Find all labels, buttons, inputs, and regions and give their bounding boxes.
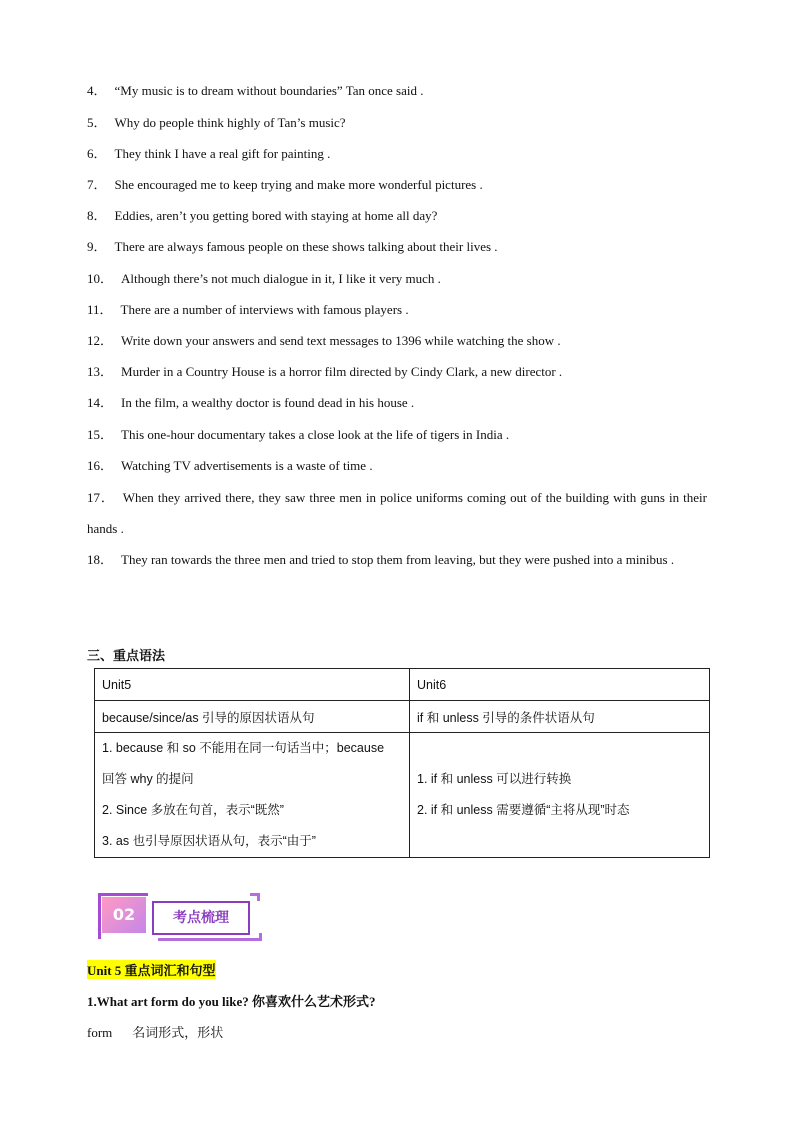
sentence-11: 11． There are a number of interviews with famous players . [87, 302, 409, 317]
sentence-13: 13． Murder in a Country House is a horror film directed by Cindy Clark, a new director . [87, 364, 563, 379]
table-row [95, 669, 710, 701]
table-cell-unit6: Unit6 [410, 669, 710, 701]
table-cell-unit5-points [95, 733, 410, 858]
badge-number: 02 [102, 897, 146, 933]
sentence-5: 5． Why do people think highly of Tan’s music? [87, 115, 346, 130]
sentence-9: 9． There are always famous people on these shows talking about their lives . [87, 239, 498, 254]
sentence-7: 7． She encouraged me to keep trying and make more wonderful pictures . [87, 177, 483, 192]
grammar-point: 3. as 也引导原因状语从句，表示“由于” [102, 834, 316, 848]
badge-shadow [158, 933, 262, 941]
sentence-12: 12． Write down your answers and send text messages to 1396 while watching the show . [87, 333, 561, 348]
sentence-16: 16． Watching TV advertisements is a waste of time . [87, 458, 373, 473]
section-badge [98, 893, 262, 943]
table-cell-unit6-points [410, 733, 710, 858]
sentence-17: 17． When they arrived there, they saw three men in police uniforms coming out of the building with guns in their hands . [87, 490, 707, 536]
vocab-word: form [87, 1025, 113, 1040]
grammar-point: 2. Since 多放在句首，表示“既然” [102, 803, 284, 817]
table-row [95, 701, 710, 733]
grammar-point: 2. if 和 unless 需要遵循“主将从现”时态 [417, 803, 630, 817]
badge-corner-decoration [250, 893, 260, 901]
table-cell-unit5: Unit5 [95, 669, 410, 701]
badge-title: 考点梳理 [152, 901, 250, 935]
section-heading-grammar: 三、重点语法 [87, 649, 166, 664]
sentence-6: 6． They think I have a real gift for painting . [87, 146, 331, 161]
grammar-point: 1. if 和 unless 可以进行转换 [417, 772, 572, 786]
question-1: 1.What art form do you like? 你喜欢什么艺术形式? [87, 994, 376, 1009]
grammar-point: 1. because 和 so 不能用在同一句话当中；because [102, 741, 385, 755]
grammar-table [94, 668, 710, 858]
grammar-point: 回答 why 的提问 [102, 772, 194, 786]
unit-heading: Unit 5 重点词汇和句型 [87, 960, 216, 979]
sentence-15: 15． This one-hour documentary takes a close look at the life of tigers in India . [87, 427, 510, 442]
vocab-meaning: 名词形式，形状 [132, 1025, 224, 1040]
table-cell-condition-clause: if 和 unless 引导的条件状语从句 [410, 701, 710, 733]
sentence-10: 10． Although there’s not much dialogue in it, I like it very much . [87, 271, 441, 286]
table-row [95, 733, 710, 858]
sentence-14: 14． In the film, a wealthy doctor is found dead in his house . [87, 395, 415, 410]
sentence-8: 8． Eddies, aren’t you getting bored with staying at home all day? [87, 208, 438, 223]
table-cell-cause-clause: because/since/as 引导的原因状语从句 [95, 701, 410, 733]
sentence-18: 18． They ran towards the three men and tried to stop them from leaving, but they were pushed into a minibus . [87, 552, 675, 567]
vocab-entry-form [87, 1022, 223, 1041]
sentence-4: 4． “My music is to dream without boundaries” Tan once said . [87, 83, 424, 98]
